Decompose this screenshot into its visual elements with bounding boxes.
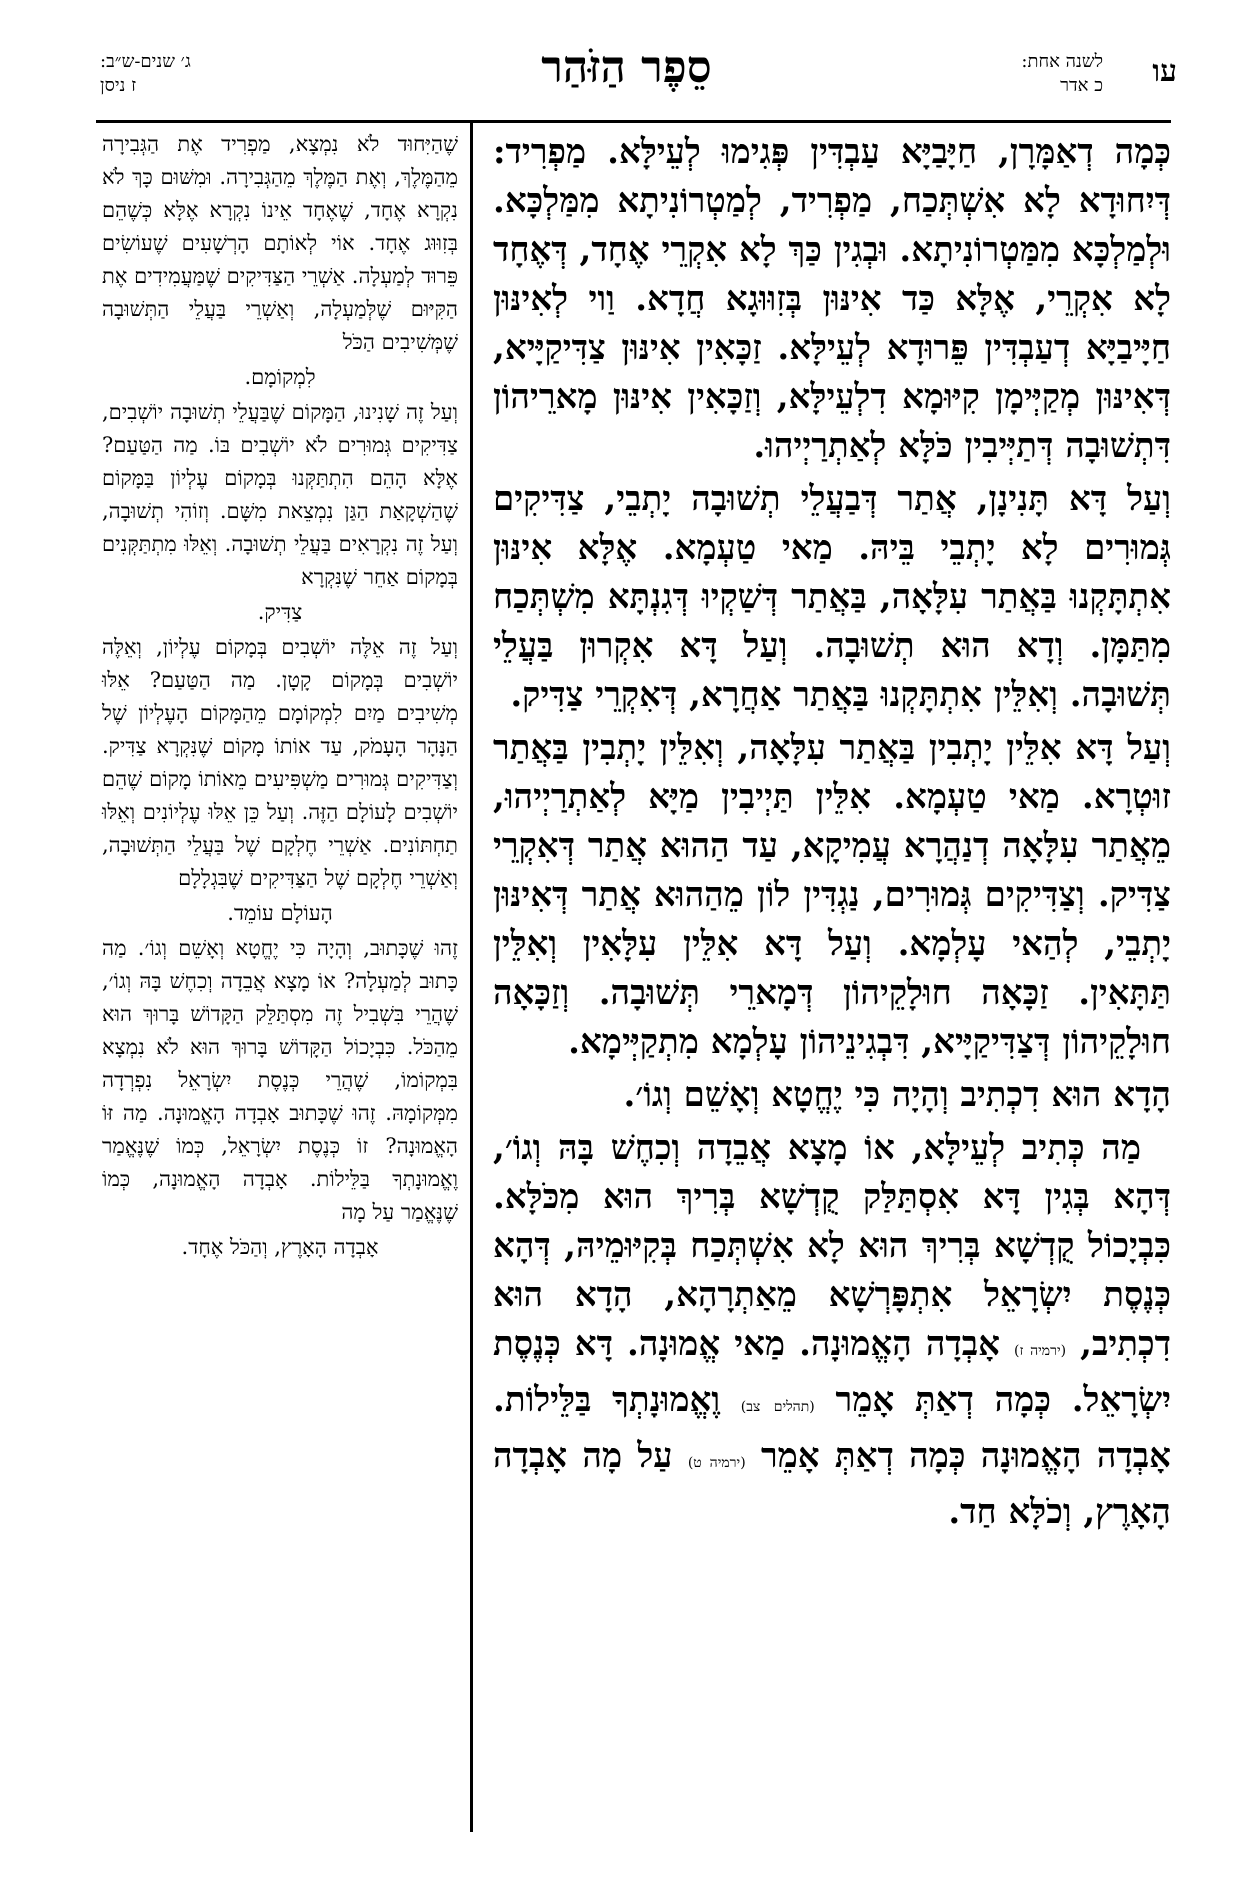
citation-jeremiah-9: (ירמיה ט) bbox=[687, 1455, 746, 1471]
side-column-hebrew bbox=[102, 128, 458, 1266]
main-verse-heading: הָדָא הוּא דִכְתִיב וְהָיָה כִּי יֶחֱטָא וְאָשֵׁם וְגוֹ׳. bbox=[623, 1075, 1171, 1115]
header-right-top: לשנה אחת: bbox=[1021, 51, 1103, 72]
side-paragraph-2-end: צַדִּיק. bbox=[257, 600, 303, 624]
citation-jeremiah-7: (ירמיה ז) bbox=[1014, 1343, 1067, 1359]
side-paragraph-1-end: לִמְקוֹמָם. bbox=[244, 365, 316, 389]
side-paragraph-3: וְעַל זֶה אֵלֶּה יוֹשְׁבִים בְּמָקוֹם עֶלְיוֹן, וְאֵלֶּה יוֹשְׁבִים בְּמָקוֹם קָטָן. מַה הַטַּעַם? אֵלּוּ מְשִׁיבִים מַיִם לִמְקוֹמָם מֵהַמָּקוֹם הָעֶלְיוֹן שֶׁל הַנָּהָר הָעָמֹק, עַד אוֹתוֹ מָקוֹם שֶׁנִּקְרָא צַדִּיק. וְצַדִּיקִים גְּמוּרִים מַשְׁפִּיעִים מֵאוֹתוֹ מָקוֹם שֶׁהֵם יוֹשְׁבִים לָעוֹלָם הַזֶּה. וְעַל כֵּן אֵלּוּ עֶלְיוֹנִים וְאֵלּוּ תַחְתּוֹנִים. אַשְׁרֵי חֶלְקָם שֶׁל בַּעֲלֵי הַתְּשׁוּבָה, וְאַשְׁרֵי חֶלְקָם שֶׁל הַצַּדִּיקִים שֶׁבִּגְלָלָם bbox=[102, 635, 458, 890]
main-paragraph-4c: וֶאֱמוּנָתְךָ בַּלֵּילוֹת. אָבְדָה הָאֱמוּנָה כְּמָה דְאַתְּ אָמֵר bbox=[493, 1380, 1171, 1476]
main-paragraph-4b: אָבְדָה הָאֱמוּנָה. מַאי אֱמוּנָה. דָּא כְּנֶסֶת יִשְׂרָאֵל. כְּמָה דְאַתְּ אָמֵר bbox=[493, 1324, 1171, 1420]
side-paragraph-3-end: הָעוֹלָם עוֹמֵד. bbox=[227, 901, 333, 925]
side-paragraph-4: זֶהוּ שֶׁכָּתוּב, וְהָיָה כִּי יֶחֱטָא וְאָשֵׁם וְגוֹ׳. מַה כָּתוּב לְמַעְלָה? אוֹ מָצָא אֲבֵדָה וְכִחֶשׁ בָּהּ וְגוֹ׳, שֶׁהֲרֵי בִּשְׁבִיל זֶה מִסְתַּלֵּק הַקָּדוֹשׁ בָּרוּךְ הוּא מֵהַכֹּל. כִּבְיָכוֹל הַקָּדוֹשׁ בָּרוּךְ הוּא לֹא נִמְצָא בִּמְקוֹמוֹ, שֶׁהֲרֵי כְּנֶסֶת יִשְׂרָאֵל נִפְרְדָה מִמְּקוֹמָהּ. זֶהוּ שֶׁכָּתוּב אָבְדָה הָאֱמוּנָה. מַה זּוֹ הָאֱמוּנָה? זוֹ כְּנֶסֶת יִשְׂרָאֵל, כְּמוֹ שֶׁנֶּאֱמַר וֶאֱמוּנָתְךָ בַּלֵּילוֹת. אָבְדָה הָאֱמוּנָה, כְּמוֹ שֶׁנֶּאֱמַר עַל מָה bbox=[102, 936, 458, 1224]
main-paragraph-1: כְּמָה דְאַמָּרָן, חַיָּבַיָּא עַבְדִּין פְּגִימוּ לְעֵילָּא. מַפְרִיד: דְּיִחוּדָא לָא אִשְׁתְּכַח, מַפְרִיד, לְמַטְרוֹנִיתָא מִמַּלְכָּא. וּלְמַלְכָּא מִמַּטְרוֹנִיתָא. וּבְגִין כַּךְ לָא אִקְרֵי אֶחָד, דְּאֶחָד לָא אִקְרֵי, אֶלָּא כַּד אִינּוּן בְּזִוּוּגָא חֲדָא. וַוי לְאִינּוּן חַיָּיבַיָּא דְעַבְדִּין פֵּרוּדָא לְעֵילָּא. זַכָּאִין אִינּוּן צַדִּיקַיָּיא, דְּאִינּוּן מְקַיְּימָן קִיּוּמָא דִלְעֵילָּא, וְזַכָּאִין אִינּוּן מָארֵיהוֹן דִּתְשׁוּבָה דְּתַיְּיבִין כֹּלָּא לְאַתְרַיְיהוּ. bbox=[493, 132, 1171, 466]
header-date-left bbox=[100, 50, 300, 98]
main-paragraph-4d: עַל מָה אָבְדָה הָאָרֶץ, וְכֹלָּא חַד. bbox=[493, 1436, 1171, 1532]
citation-psalms-92: (תהלים צב) bbox=[740, 1399, 815, 1415]
column-divider bbox=[470, 120, 473, 1832]
side-paragraph-4-end: אָבְדָה הָאָרֶץ, וְהַכֹּל אֶחָד. bbox=[181, 1235, 379, 1259]
header-left-bottom: ז ניסן bbox=[100, 75, 137, 96]
main-paragraph-3: וְעַל דָּא אִלֵּין יָתְבִין בַּאֲתַר עִלָּאָה, וְאִלֵּין יָתְבִין בַּאֲתַר זוּטְרָא. מַאי טַעְמָא. אִלֵּין תַּיְיבִין מַיָּא לְאַתְרַיְיהוּ, מֵאֲתַר עִלָּאָה דְנַהֲרָא עֲמִיקָא, עַד הַהוּא אֲתַר דְּאִקְרֵי צַדִּיק. וְצַדִּיקִים גְּמוּרִים, נַגְדִּין לוֹן מֵהַהוּא אֲתַר דְּאִינּוּן יָתְבֵי, לְהַאי עָלְמָא. וְעַל דָּא אִלֵּין עִלָּאִין וְאִלֵּין תַּתָּאִין. זַכָּאָה חוּלָקֵיהוֹן דְּמָארֵי תְּשׁוּבָה. וְזַכָּאָה חוּלָקֵיהוֹן דְּצַדִּיקַיָּיא, דִּבְגִינֵיהוֹן עָלְמָא מִתְקַיְּימָא. bbox=[493, 728, 1171, 1062]
side-paragraph-1: שֶׁהַיִּחוּד לֹא נִמְצָא, מַפְרִיד אֶת הַגְּבִירָה מֵהַמֶּלֶךְ, וְאֶת הַמֶּלֶךְ מֵהַגְּבִירָה. וּמִשּׁוּם כָּךְ לֹא נִקְרָא אֶחָד, שֶׁאֶחָד אֵינוֹ נִקְרָא אֶלָּא כְּשֶׁהֵם בְּזִוּוּג אֶחָד. אוֹי לְאוֹתָם הָרְשָׁעִים שֶׁעוֹשִׂים פֵּרוּד לְמַעְלָה. אַשְׁרֵי הַצַּדִּיקִים שֶׁמַּעֲמִידִים אֶת הַקִּיּוּם שֶׁלְּמַעְלָה, וְאַשְׁרֵי בַּעֲלֵי הַתְּשׁוּבָה שֶׁמְּשִׁיבִים הַכֹּל bbox=[101, 132, 458, 354]
main-paragraph-2: וְעַל דָּא תָּנִינָן, אֲתַר דְּבַעֲלֵי תְשׁוּבָה יָתְבֵי, צַדִּיקִים גְּמוּרִים לָא יָתְבֵי בֵּיהּ. מַאי טַעְמָא. אֶלָּא אִינּוּן אִתְתָּקְנוּ בַּאֲתַר עִלָּאָה, בַּאֲתַר דְּשַׁקְיוּ דְּגִנְתָּא מִשְׁתְּכַח מִתַּמָּן. וְדָא הוּא תְשׁוּבָה. וְעַל דָּא אִקְרוּן בַּעֲלֵי תְּשׁוּבָה. וְאִלֵּין אִתְתָּקְנוּ בַּאֲתַר אַחֲרָא, דְּאִקְרֵי צַדִּיק. bbox=[493, 479, 1171, 715]
page-number: עו bbox=[1152, 54, 1177, 89]
page-title: סֵפֶר הַזֹּהַר bbox=[541, 42, 712, 93]
main-paragraph-4a: מַה כְּתִיב לְעֵילָּא, אוֹ מָצָא אֲבֵדָה וְכִחֶשׁ בָּהּ וְגוֹ׳, דְּהָא בְּגִין דָּא אִסְתַּלַּק קֻדְשָׁא בְּרִיךְ הוּא מִכֹּלָּא. כִּבְיָכוֹל קֻדְשָׁא בְּרִיךְ הוּא לָא אִשְׁתְּכַח בְּקִיּוּמֵיהּ, דְּהָא כְּנֶסֶת יִשְׂרָאֵל אִתְפָּרְשָׁא מֵאַתְרָהָא, הָדָא הוּא דִכְתִיב, bbox=[493, 1128, 1171, 1364]
header-right-bottom: כ אדר bbox=[1060, 75, 1103, 96]
header-rule bbox=[96, 120, 1171, 123]
main-column-aramaic bbox=[493, 128, 1171, 1541]
header-left-top: ג׳ שנים-ש״ב: bbox=[100, 51, 191, 72]
side-paragraph-2: וְעַל זֶה שָׁנִינוּ, הַמָּקוֹם שֶׁבַּעֲלֵי תְשׁוּבָה יוֹשְׁבִים, צַדִּיקִים גְּמוּרִים לֹא יוֹשְׁבִים בּוֹ. מַה הַטַּעַם? אֶלָּא הָהֵם הִתְתַּקְּנוּ בְּמָקוֹם עֶלְיוֹן בַּמָּקוֹם שֶׁהַשְׁקָאַת הַגַּן נִמְצֵאת מִשָּׁם. וְזוֹהִי תְשׁוּבָה, וְעַל זֶה נִקְרָאִים בַּעֲלֵי תְשׁוּבָה. וְאֵלּוּ מִתְתַּקְּנִים בְּמָקוֹם אַחֵר שֶׁנִּקְרָא bbox=[102, 400, 458, 589]
main-paragraph-4 bbox=[493, 1124, 1171, 1537]
